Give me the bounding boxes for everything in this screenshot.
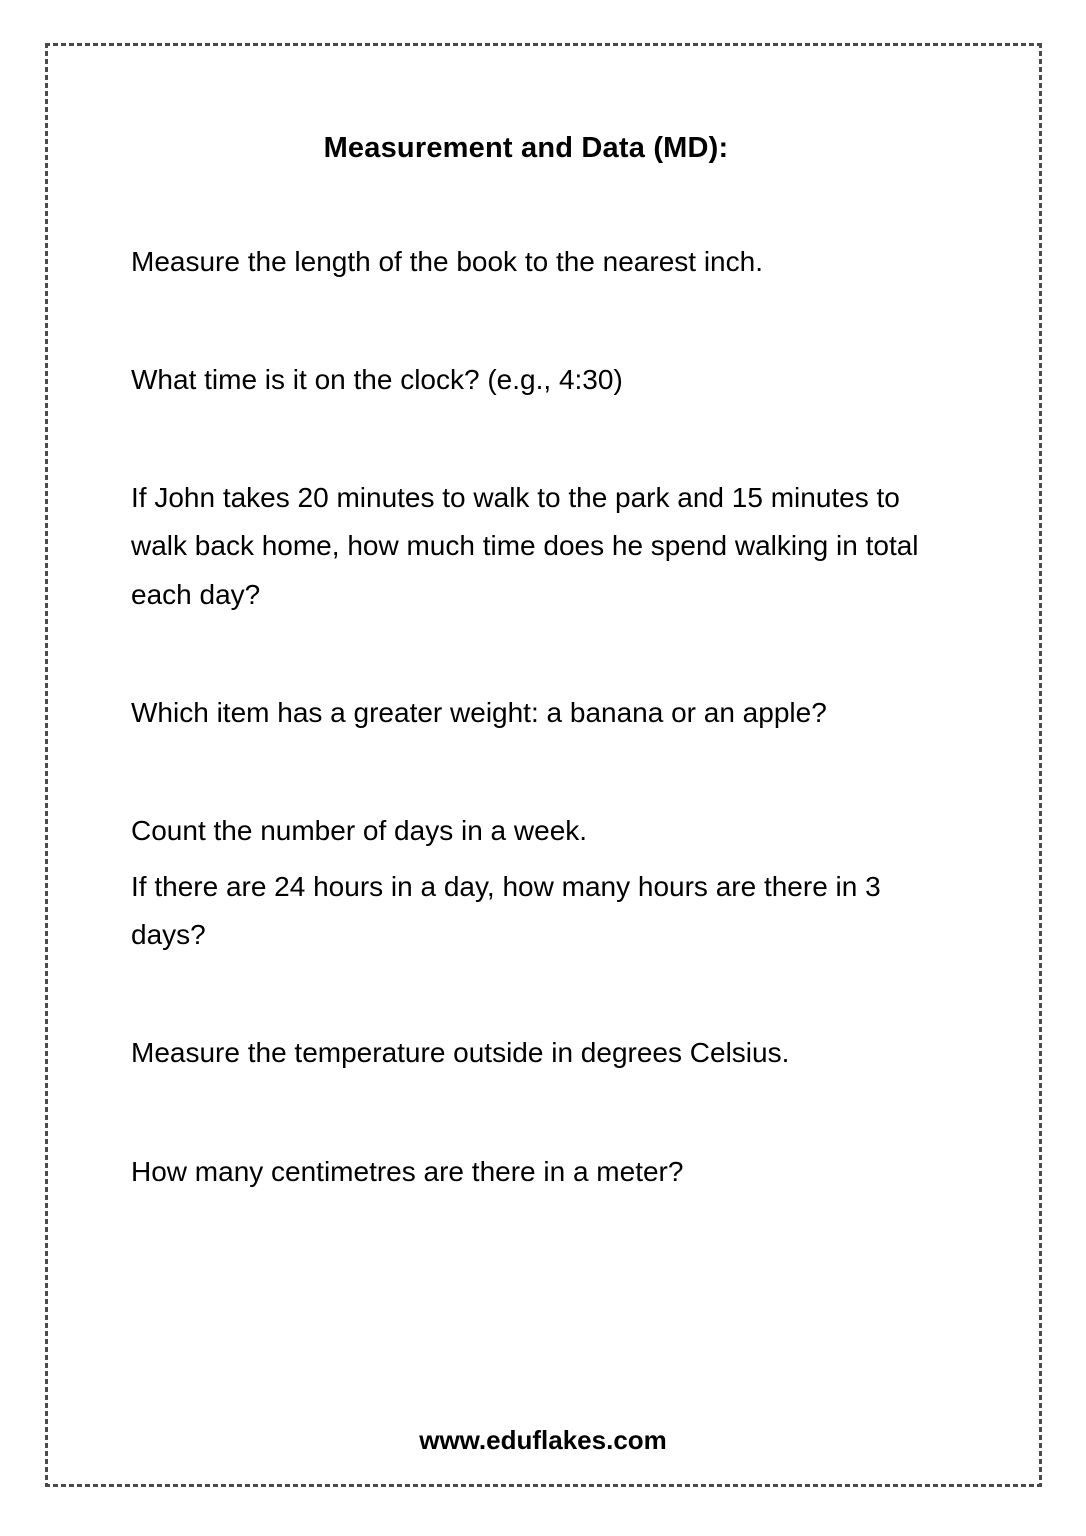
border-right-edge [1039, 43, 1042, 1487]
question-item-8: How many centimetres are there in a meter? [131, 1155, 684, 1187]
question-item-2: What time is it on the clock? (e.g., 4:30) [131, 364, 623, 396]
question-item-3: If John takes 20 minutes to walk to the park and 15 minutes to walk back home, how much time does he spend walking in total each day? [131, 482, 919, 610]
page-title: Measurement and Data (MD): [323, 132, 729, 164]
border-left-edge [45, 43, 48, 1487]
question-item-7: Measure the temperature outside in degrees Celsius. [131, 1037, 790, 1069]
question-item-1: Measure the length of the book to the nearest inch. [131, 246, 763, 277]
question-list [131, 238, 921, 1196]
question-item-4: Which item has a greater weight: a banana or an apple? [131, 696, 827, 728]
question-item-6: If there are 24 hours in a day, how many hours are there in 3 days? [131, 871, 881, 951]
worksheet-content [131, 43, 921, 1196]
footer-website-url: www.eduflakes.com [419, 1425, 667, 1455]
border-bottom-edge [45, 1484, 1042, 1487]
question-item-5: Count the number of days in a week. [131, 814, 588, 846]
